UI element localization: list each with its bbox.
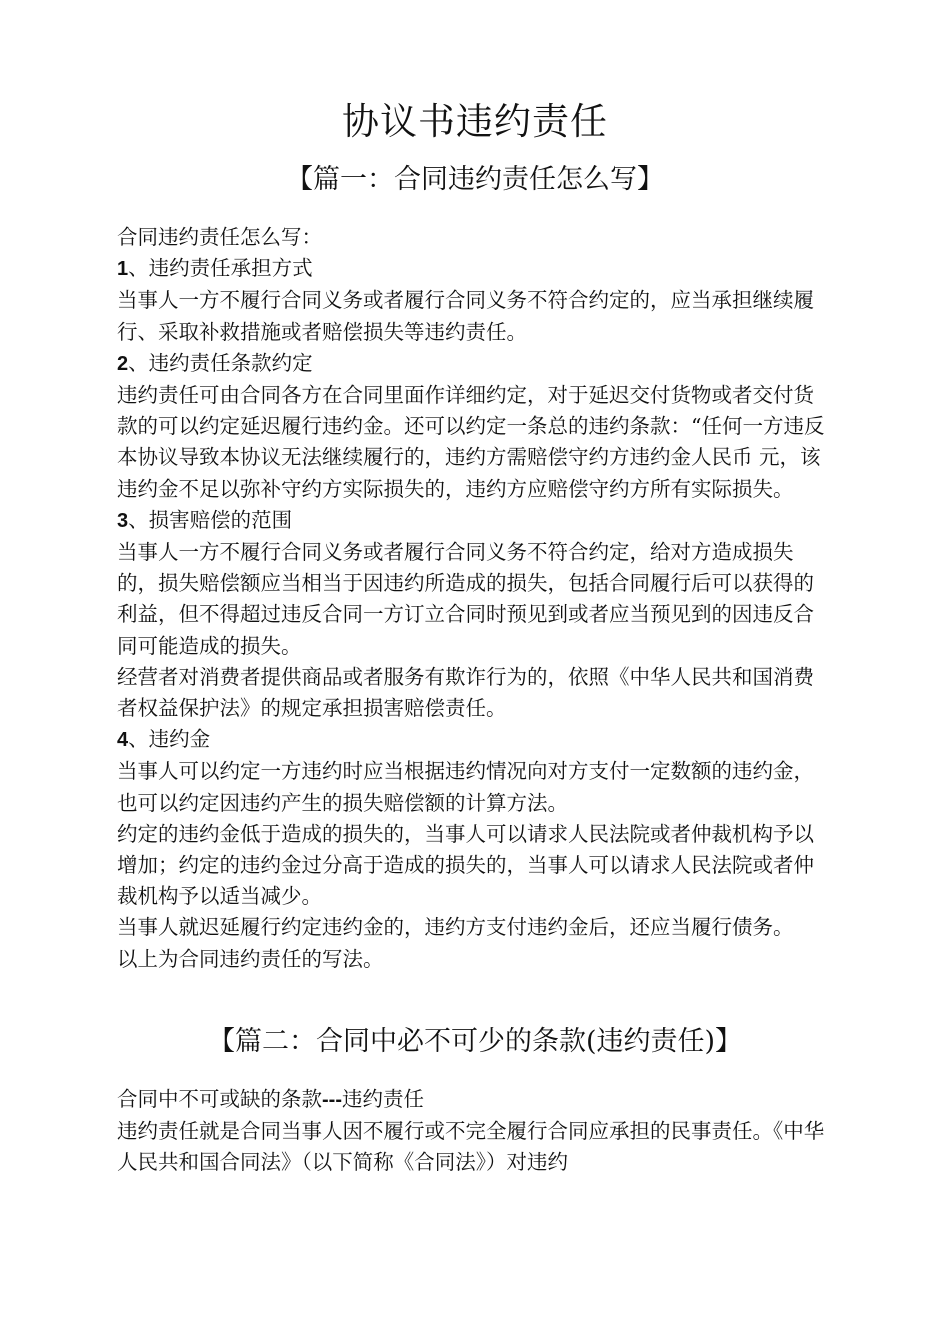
section-2-paragraph-1: 违约责任就是合同当事人因不履行或不完全履行合同应承担的民事责任。《中华人民共和国合同法》（以下简称《合同法》）对违约 (117, 1119, 825, 1175)
item-2-heading (117, 348, 829, 380)
item-3-heading (117, 505, 829, 537)
item-3-number: 3 (117, 509, 129, 532)
item-2-number: 2 (117, 352, 129, 375)
document-title: 协议书违约责任 (342, 100, 608, 143)
section-1-closing: 以上为合同违约责任的写法。 (117, 946, 384, 971)
section-2-heading: 【篇二：合同中必不可少的条款(违约责任)】 (207, 1026, 743, 1057)
item-1-title: 、违约责任承担方式 (128, 256, 313, 281)
section-1-heading: 【篇一：合同违约责任怎么写】 (286, 164, 664, 195)
item-3-paragraph-1: 当事人一方不履行合同义务或者履行合同义务不符合约定，给对方造成损失的，损失赔偿额应当相当于因违约所造成的损失，包括合同履行后可以获得的利益，但不得超过违反合同一方订立合同时预见到或者应当预见到的因违反合同可能造成的损失。 (117, 540, 814, 658)
section-2-intro-dash: --- (322, 1089, 342, 1111)
item-4-heading (117, 724, 829, 756)
section-1-body (117, 222, 829, 975)
item-3-title: 、损害赔偿的范围 (128, 507, 293, 532)
item-2-paragraph: 违约责任可由合同各方在合同里面作详细约定，对于延迟交付货物或者交付货款的可以约定延迟履行违约金。还可以约定一条总的违约条款：“任何一方违反本协议导致本协议无法继续履行的，违约方需赔偿守约方违约金人民币 元，该违约金不足以弥补守约方实际损失的，违约方应赔偿守约方所有实际损失。 (117, 383, 825, 501)
item-3-paragraph-2: 经营者对消费者提供商品或者服务有欺诈行为的，依照《中华人民共和国消费者权益保护法》的规定承担损害赔偿责任。 (117, 664, 814, 721)
item-1-paragraph: 当事人一方不履行合同义务或者履行合同义务不符合约定的，应当承担继续履行、采取补救措施或者赔偿损失等违约责任。 (117, 288, 814, 344)
item-1-number: 1 (117, 258, 129, 281)
item-4-paragraph-1: 当事人可以约定一方违约时应当根据违约情况向对方支付一定数额的违约金，也可以约定因违约产生的损失赔偿额的计算方法。 (117, 759, 814, 815)
section-2-intro-b: 违约责任 (341, 1087, 424, 1111)
section-2-intro-a: 合同中不可或缺的条款 (117, 1087, 322, 1111)
section-2-body (117, 1084, 829, 1179)
item-4-number: 4 (117, 729, 129, 752)
item-4-title: 、违约金 (128, 727, 211, 752)
item-2-title: 、违约责任条款约定 (128, 350, 313, 375)
item-1-heading (117, 253, 829, 285)
section-1-intro: 合同违约责任怎么写： (117, 225, 322, 249)
item-4-paragraph-2: 约定的违约金低于造成的损失的，当事人可以请求人民法院或者仲裁机构予以增加；约定的违约金过分高于造成的损失的，当事人可以请求人民法院或者仲裁机构予以适当减少。 (117, 821, 814, 909)
item-4-paragraph-3: 当事人就迟延履行约定违约金的，违约方支付违约金后，还应当履行债务。 (117, 915, 794, 940)
section-2-intro (117, 1084, 829, 1116)
